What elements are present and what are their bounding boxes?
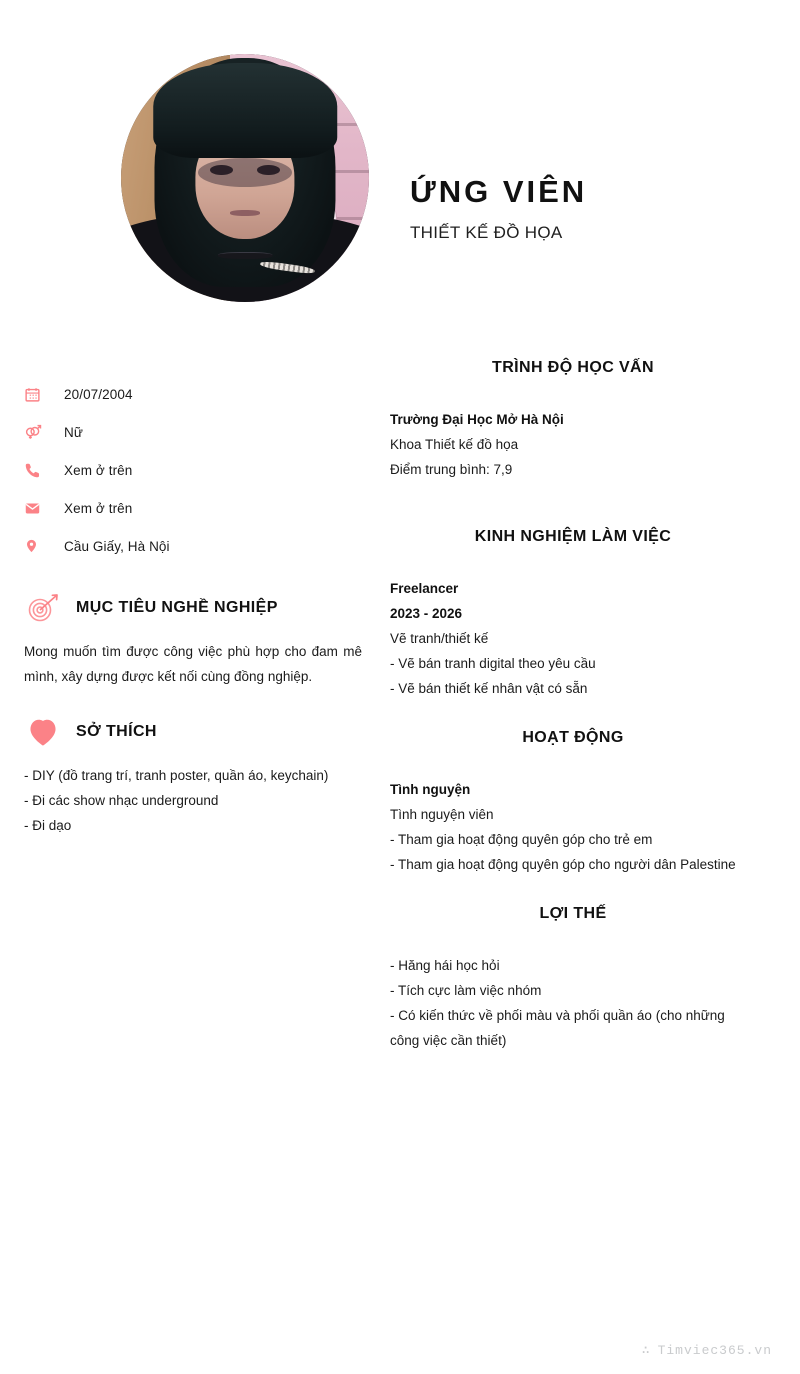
contact-value-gender: Nữ [64,424,83,440]
heart-icon [24,715,62,749]
section-advantages [390,905,756,1053]
left-column [0,355,380,838]
contact-value-email: Xem ở trên [64,500,133,516]
calendar-icon [24,386,50,403]
contact-row-birthday [24,375,362,413]
contact-row-gender [24,413,362,451]
education-heading: TRÌNH ĐỘ HỌC VẤN [492,359,654,376]
phone-icon [24,462,50,479]
hobbies-heading-row [24,715,362,749]
contact-row-phone [24,451,362,489]
objective-heading-row [24,591,362,625]
photo-choker [218,252,273,259]
advantage-item: - Có kiến thức về phối màu và phối quần áo (cho những công việc cần thiết) [390,1008,725,1048]
section-experience [390,528,756,701]
section-activities [390,729,756,877]
experience-position: Vẽ tranh/thiết kế [390,631,489,646]
hobbies-heading: SỞ THÍCH [76,723,157,740]
education-gpa: Điểm trung bình: 7,9 [390,462,513,477]
advantage-item: - Tích cực làm việc nhóm [390,983,542,998]
photo-mouth [230,210,260,216]
experience-period: 2023 - 2026 [390,606,463,621]
contact-value-phone: Xem ở trên [64,462,133,478]
page-title: ỨNG VIÊN [410,173,588,209]
hobby-item: - Đi các show nhạc underground [24,793,219,808]
experience-heading: KINH NGHIỆM LÀM VIỆC [474,528,672,545]
email-icon [24,500,50,517]
education-faculty: Khoa Thiết kế đồ họa [390,437,519,452]
objective-heading: MỤC TIÊU NGHỀ NGHIỆP [76,599,278,616]
education-school: Trường Đại Học Mở Hà Nội [390,412,564,427]
advantage-item: - Hăng hái học hỏi [390,958,500,973]
activities-org: Tình nguyện [390,782,471,797]
footer-watermark [642,1343,772,1358]
advantages-heading: LỢI THẾ [539,905,607,922]
activities-duty: - Tham gia hoạt động quyên góp cho người dân Palestine [390,857,736,872]
activities-duty: - Tham gia hoạt động quyên góp cho trẻ em [390,832,653,847]
objective-body: Mong muốn tìm được công việc phù hợp cho đam mê mình, xây dựng được kết nối cùng đồng nghiệp. [24,644,362,684]
photo-fringe [153,63,337,157]
activities-position: Tình nguyện viên [390,807,494,822]
hobby-item: - DIY (đồ trang trí, tranh poster, quần áo, keychain) [24,768,329,783]
photo-eye-right [257,165,279,175]
contact-row-location [24,527,362,565]
header-text-block [410,112,587,244]
candidate-role: THIẾT KẾ ĐỒ HỌA [410,223,563,243]
location-icon [24,537,50,555]
contact-list [24,375,362,565]
therefore-icon: ∴ [641,1343,651,1358]
cv-columns [0,355,800,1053]
contact-row-email [24,489,362,527]
hobby-item: - Đi dạo [24,818,72,833]
experience-company: Freelancer [390,581,459,596]
right-column [380,355,780,1053]
cv-header [0,0,800,355]
contact-value-birthday: 20/07/2004 [64,386,133,402]
photo-eye-left [210,165,232,175]
brand-label: Timviec365.vn [657,1343,772,1358]
section-objective [24,591,362,689]
experience-duty: - Vẽ bán thiết kế nhân vật có sẵn [390,681,588,696]
avatar-wrapper [110,43,380,313]
experience-duty: - Vẽ bán tranh digital theo yêu cầu [390,656,596,671]
section-hobbies [24,715,362,838]
contact-value-location: Cầu Giấy, Hà Nội [64,538,170,554]
activities-heading: HOẠT ĐỘNG [522,729,624,746]
avatar [121,54,369,302]
gender-icon [24,423,50,441]
section-education [390,359,756,482]
target-icon [24,591,62,625]
